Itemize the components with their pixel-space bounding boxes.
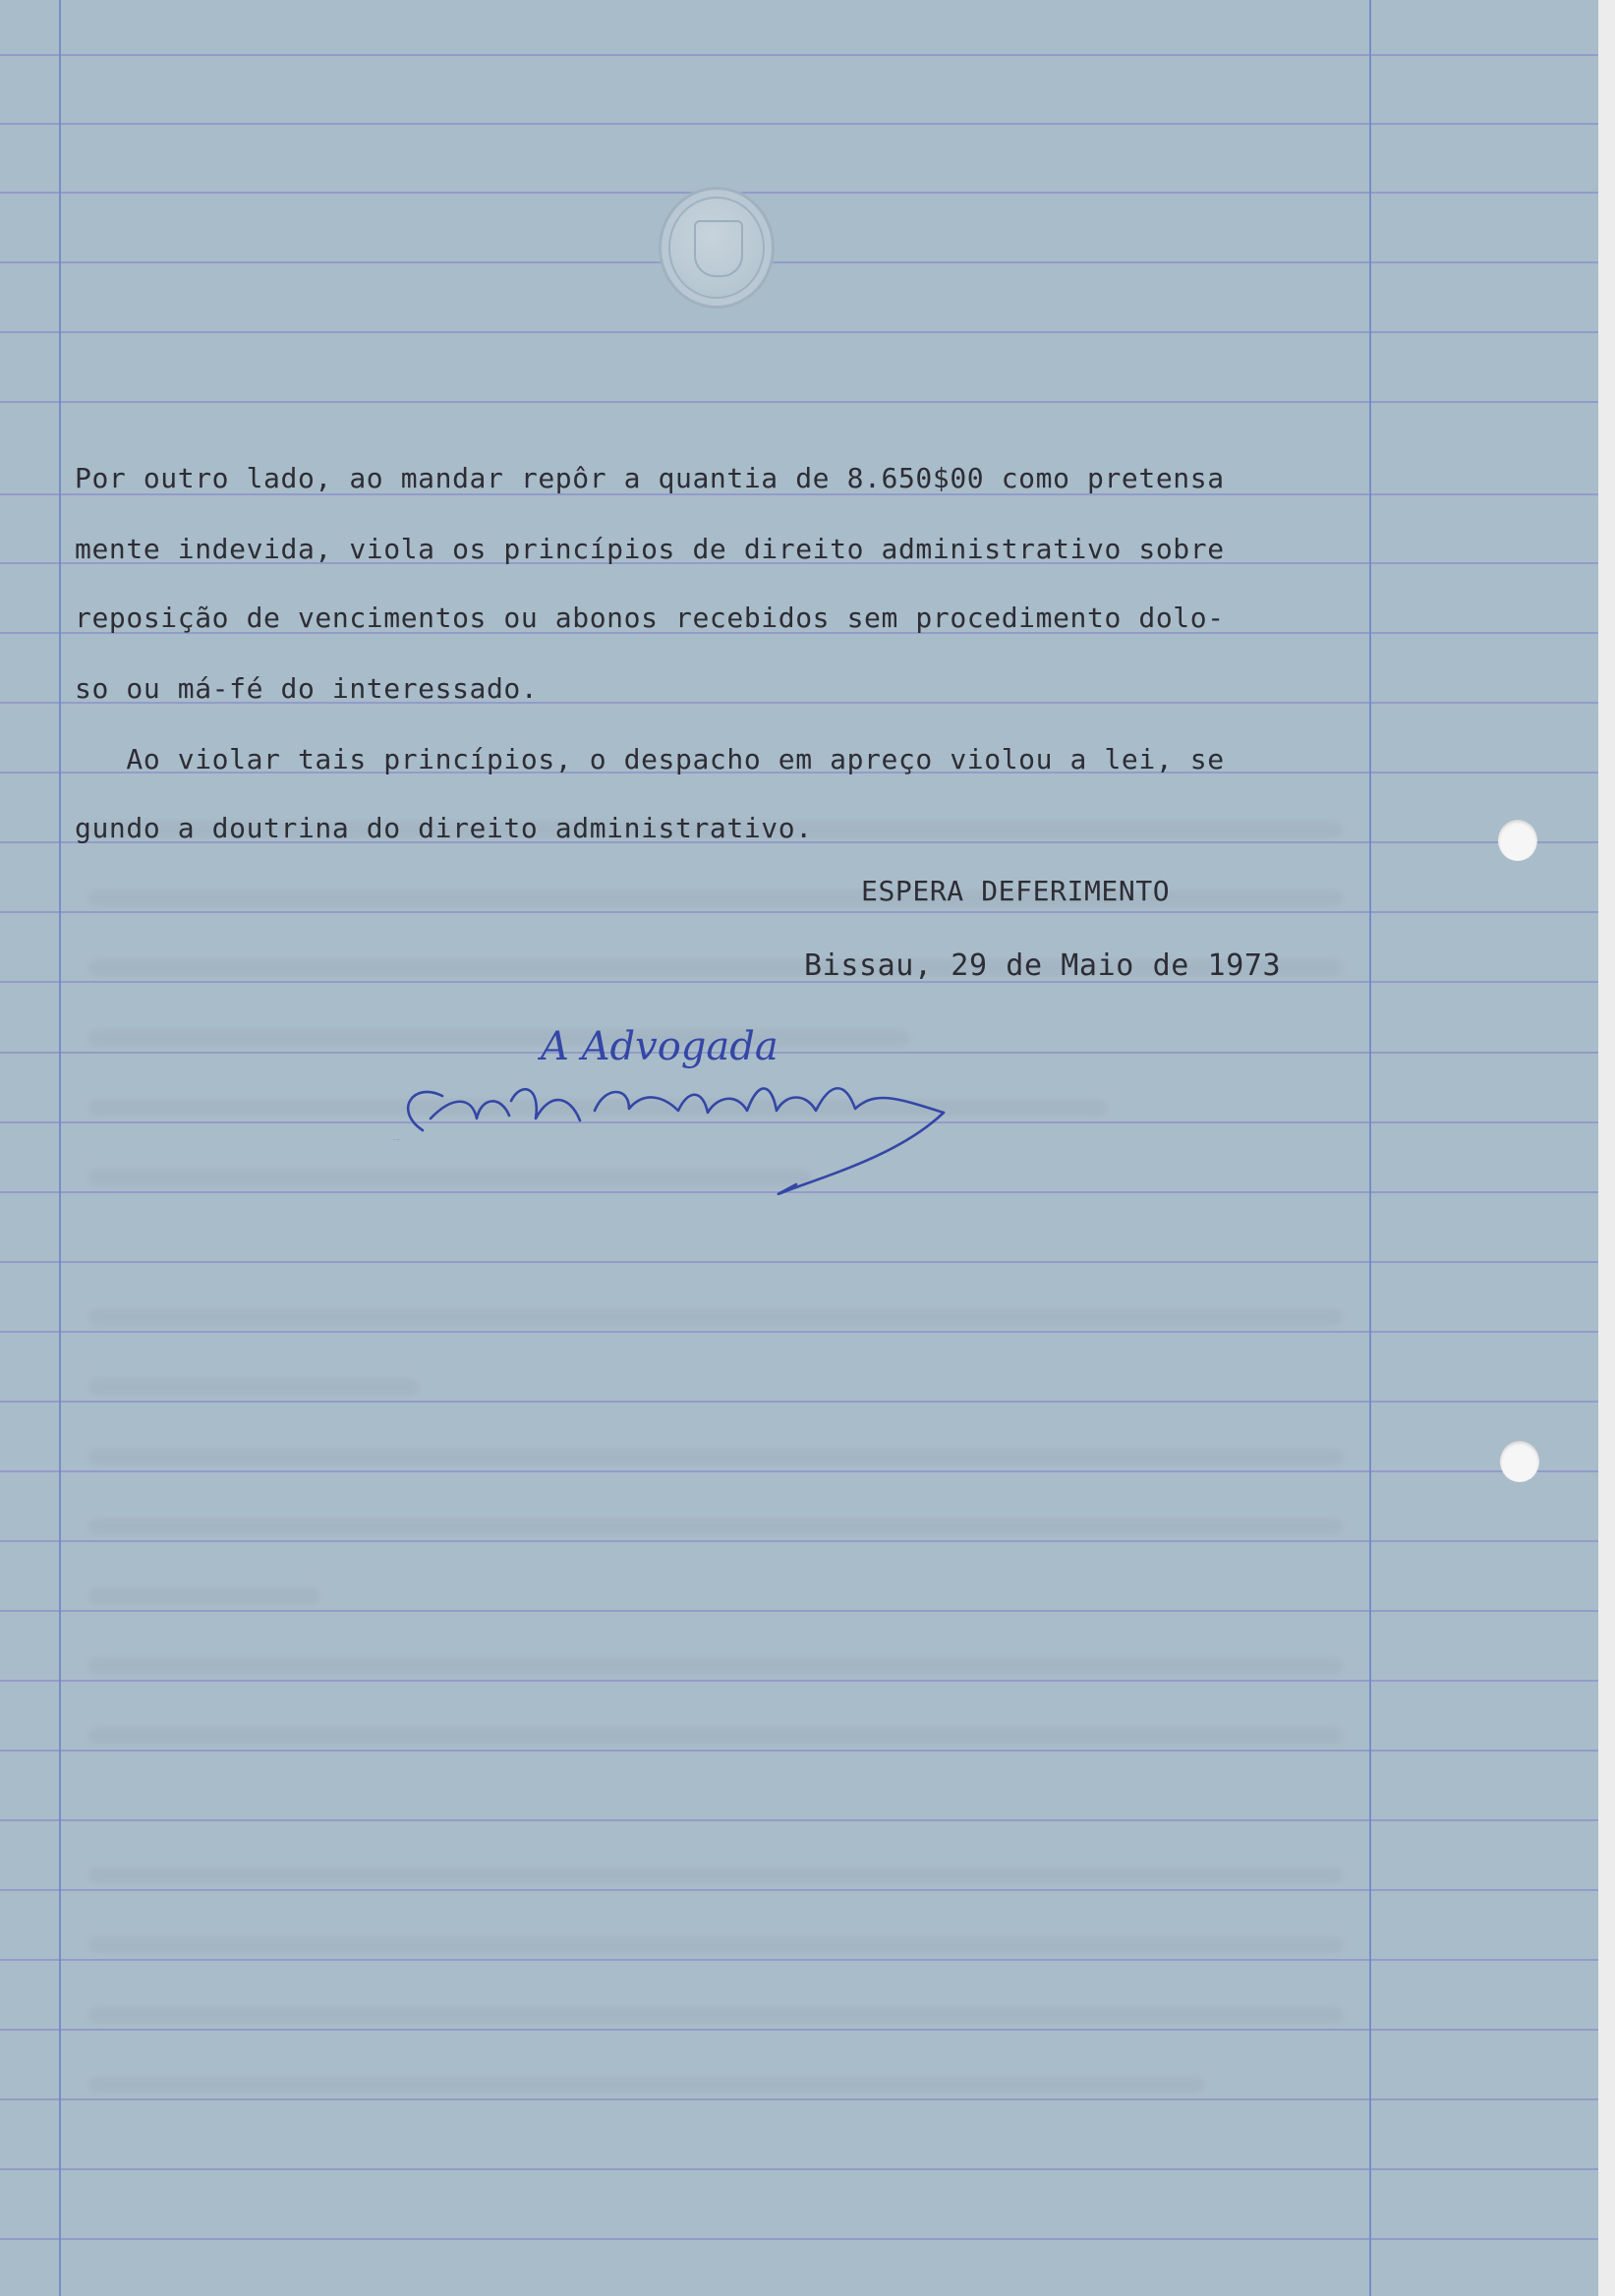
- rule-line: [0, 981, 1598, 983]
- right-margin-line: [1369, 0, 1371, 2296]
- show-through-text: [88, 1379, 419, 1395]
- rule-line: [0, 1261, 1598, 1263]
- signature-name: Alda ... Sadat: [393, 1140, 400, 1141]
- rule-line: [0, 1401, 1598, 1403]
- rule-line: [0, 911, 1598, 913]
- rule-line: [0, 1819, 1598, 1821]
- rule-line: [0, 2168, 1598, 2170]
- paragraph1-line-3: reposição de vencimentos ou abonos recebidos sem procedimento dolo-: [75, 602, 1225, 634]
- rule-line: [0, 1470, 1598, 1472]
- paragraph1-line-1: Por outro lado, ao mandar repôr a quantia de 8.650$00 como pretensa: [75, 462, 1225, 494]
- show-through-text: [88, 1519, 1343, 1534]
- scan-edge: [1598, 0, 1615, 2296]
- rule-line: [0, 2029, 1598, 2031]
- rule-line: [0, 1750, 1598, 1751]
- rule-line: [0, 1959, 1598, 1961]
- embossed-seal: [659, 187, 775, 309]
- rule-line: [0, 2238, 1598, 2240]
- rule-line: [0, 401, 1598, 403]
- rule-line: [0, 261, 1598, 263]
- show-through-text: [88, 1867, 1343, 1883]
- left-margin-line: [59, 0, 61, 2296]
- show-through-text: [88, 1728, 1343, 1744]
- rule-line: [0, 1610, 1598, 1612]
- show-through-text: [88, 1937, 1343, 1953]
- rule-line: [0, 1680, 1598, 1682]
- rule-line: [0, 1331, 1598, 1333]
- rule-line: [0, 1889, 1598, 1891]
- show-through-text: [88, 1658, 1343, 1674]
- rule-line: [0, 2098, 1598, 2100]
- show-through-text: [88, 2077, 1205, 2093]
- closing-request: ESPERA DEFERIMENTO: [861, 875, 1171, 907]
- handwritten-signature: [383, 1003, 993, 1219]
- place-and-date: Bissau, 29 de Maio de 1973: [804, 948, 1282, 983]
- show-through-text: [88, 1588, 320, 1604]
- show-through-text: [88, 2007, 1343, 2023]
- rule-line: [0, 192, 1598, 194]
- rule-line: [0, 54, 1598, 56]
- paragraph1-line-4: so ou má-fé do interessado.: [75, 672, 539, 705]
- rule-line: [0, 1540, 1598, 1542]
- rule-line: [0, 123, 1598, 125]
- punch-hole: [1500, 1441, 1539, 1482]
- paragraph1-line-2: mente indevida, viola os princípios de direito administrativo sobre: [75, 533, 1225, 565]
- punch-hole: [1498, 820, 1537, 861]
- show-through-text: [88, 1309, 1343, 1325]
- paragraph2-line-1: Ao violar tais princípios, o despacho em apreço violou a lei, se: [75, 743, 1225, 775]
- signature-title: A Advogada: [541, 1024, 779, 1069]
- rule-line: [0, 331, 1598, 333]
- paragraph2-line-2: gundo a doutrina do direito administrativo.: [75, 812, 813, 844]
- show-through-text: [88, 1449, 1343, 1464]
